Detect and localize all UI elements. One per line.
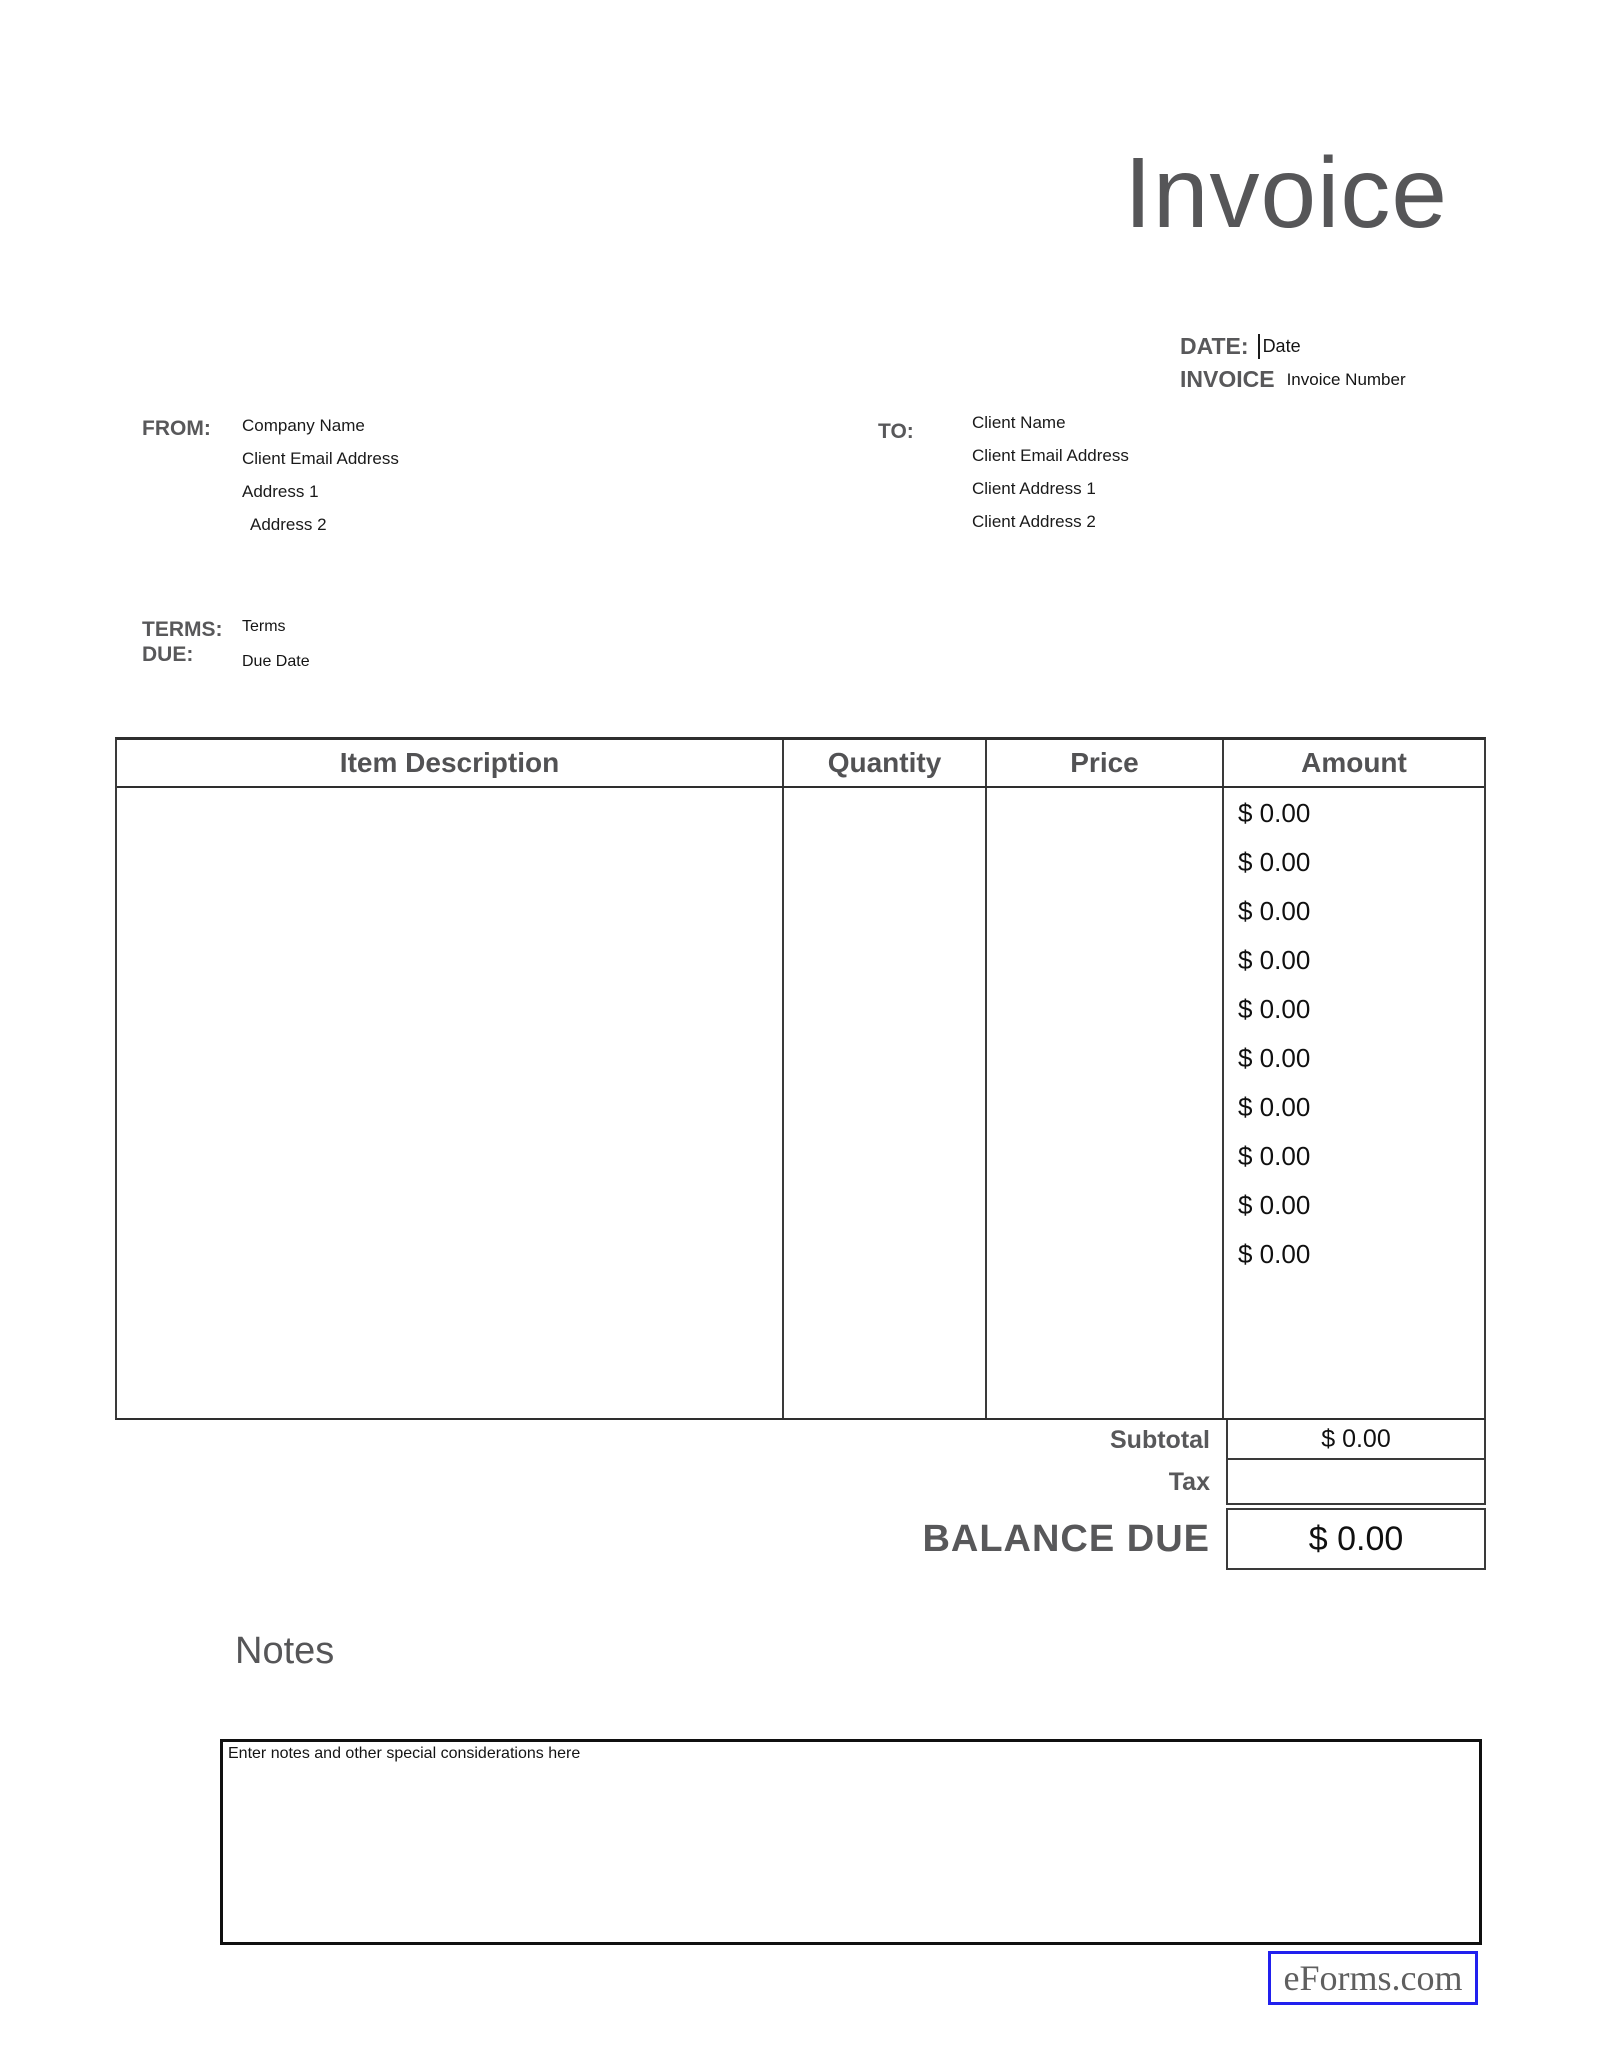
from-fields [242, 416, 399, 548]
amount-value-field[interactable]: $ 0.00 [1238, 798, 1311, 828]
table-body-row [117, 788, 1484, 1418]
amount-value-field[interactable]: $ 0.00 [1238, 994, 1311, 1024]
balance-due-value: $ 0.00 [1226, 1508, 1486, 1570]
tax-value-field[interactable] [1226, 1460, 1486, 1505]
invoice-meta [1180, 333, 1406, 393]
date-field[interactable]: Date [1262, 336, 1301, 356]
amount-value-field[interactable]: $ 0.00 [1238, 1141, 1311, 1171]
to-field-line[interactable]: Client Email Address [972, 446, 1129, 465]
header-price: Price [985, 740, 1222, 786]
to-field-line[interactable]: Client Address 2 [972, 512, 1096, 531]
from-field-line[interactable]: Company Name [242, 416, 365, 435]
tax-label: Tax [1168, 1468, 1210, 1496]
amount-value-field[interactable]: $ 0.00 [1238, 896, 1311, 926]
invoice-number-row [1180, 366, 1406, 393]
terms-label: TERMS: [142, 618, 223, 641]
date-row [1180, 333, 1406, 360]
line-items-table [115, 737, 1486, 1570]
amount-value-field[interactable]: $ 0.00 [1238, 1092, 1311, 1122]
amount-value-field[interactable]: $ 0.00 [1238, 847, 1311, 877]
from-field-line[interactable]: Address 2 [250, 515, 327, 534]
terms-field[interactable]: Terms [242, 618, 286, 635]
amount-value-field[interactable]: $ 0.00 [1238, 945, 1311, 975]
invoice-number-label: INVOICE [1180, 366, 1275, 392]
header-amount: Amount [1222, 740, 1484, 786]
due-date-field[interactable]: Due Date [242, 653, 310, 670]
amount-value-field[interactable]: $ 0.00 [1238, 1239, 1311, 1269]
amount-cells [1222, 788, 1484, 1418]
to-field-line[interactable]: Client Name [972, 413, 1066, 432]
from-label: FROM: [142, 417, 211, 440]
balance-due-label: BALANCE DUE [922, 1517, 1210, 1560]
subtotal-value: $ 0.00 [1226, 1420, 1486, 1460]
date-label: DATE: [1180, 333, 1249, 359]
notes-heading: Notes [235, 1630, 335, 1672]
due-label: DUE: [142, 643, 194, 666]
line-items-grid [115, 737, 1486, 1420]
from-field-line[interactable]: Address 1 [242, 482, 319, 501]
price-cell[interactable] [985, 788, 1222, 1418]
text-cursor-bar [1258, 334, 1260, 359]
to-label: TO: [878, 420, 914, 443]
from-field-line[interactable]: Client Email Address [242, 449, 399, 468]
table-header-row [117, 740, 1484, 788]
notes-textarea[interactable] [220, 1739, 1482, 1945]
subtotal-row [115, 1420, 1486, 1460]
notes-placeholder-text: Enter notes and other special considerations here [228, 1745, 581, 1762]
amount-value-field[interactable]: $ 0.00 [1238, 1043, 1311, 1073]
quantity-cell[interactable] [782, 788, 985, 1418]
to-fields [972, 413, 1129, 545]
amount-value-field[interactable]: $ 0.00 [1238, 1190, 1311, 1220]
invoice-number-field[interactable]: Invoice Number [1286, 369, 1406, 389]
page-title: Invoice [1124, 137, 1448, 249]
eforms-brand-link[interactable] [1268, 1951, 1478, 2005]
tax-row [115, 1460, 1486, 1505]
balance-due-row [115, 1508, 1486, 1570]
header-quantity: Quantity [782, 740, 985, 786]
item-description-cell[interactable] [117, 788, 782, 1418]
subtotal-label: Subtotal [1110, 1425, 1210, 1454]
to-field-line[interactable]: Client Address 1 [972, 479, 1096, 498]
eforms-brand-text: eForms.com [1283, 1958, 1463, 1998]
header-item-description: Item Description [339, 747, 560, 778]
